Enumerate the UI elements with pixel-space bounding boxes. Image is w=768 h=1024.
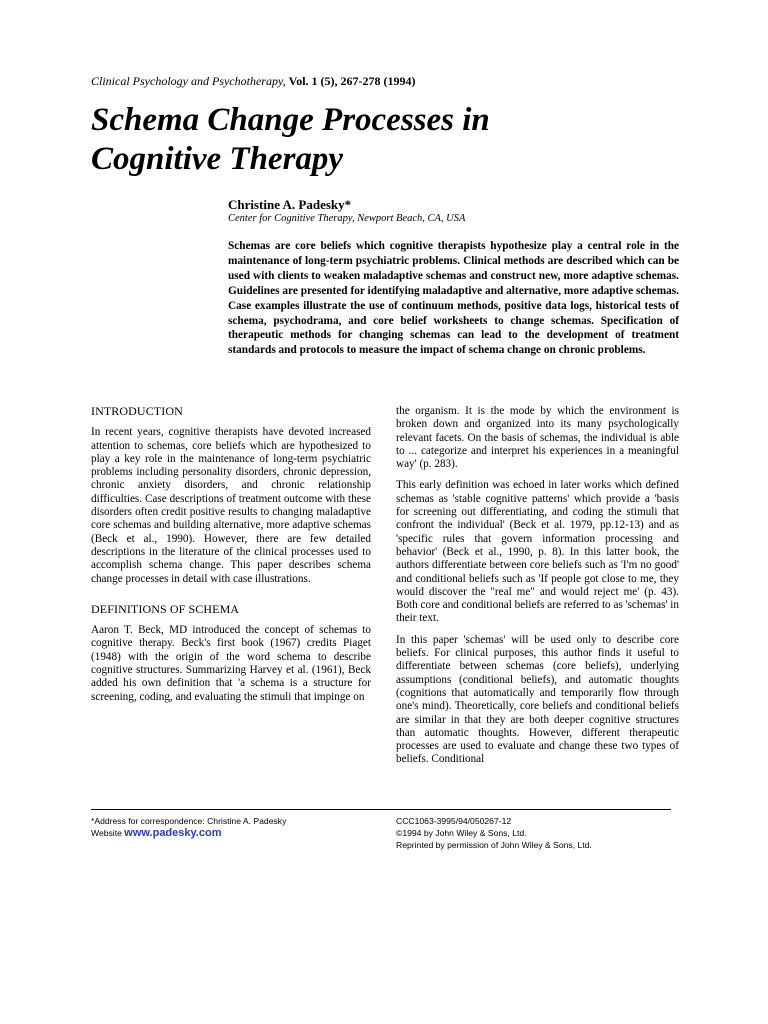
website-line: [91, 827, 286, 839]
paragraph: In this paper 'schemas' will be used only to describe core beliefs. For clinical purposes, this author finds it useful to differentiate between schemas (core beliefs), underlying assumptions (conditional beliefs), and automatic thoughts (cognitions that automatically and temporarily flow through one's mind). Theoretically, core beliefs and conditional beliefs are similar in that they are both deeper cognitive structures than automatic thoughts. However, different therapeutic processes are used to evaluate and change these two types of beliefs. Conditional: [396, 633, 679, 766]
journal-name: Clinical Psychology and Psychotherapy,: [91, 74, 286, 88]
volume-info: Vol. 1 (5), 267-278 (1994): [288, 74, 416, 88]
left-column: [91, 405, 371, 712]
author-name: Christine A. Padesky*: [228, 197, 352, 212]
article-code: CCC1063-3995/94/050267-12: [396, 816, 512, 826]
paragraph: In recent years, cognitive therapists have devoted increased attention to schemas, core beliefs which are hypothesized to play a key role in the maintenance of long-term psychiatric problems including personality disorders, chronic depression, chronic anxiety disorders, and chronic relationship difficulties. Case descriptions of treatment outcome with these disorders often credit positive results to changing maladaptive core schemas and building alternative, more adaptive schemas (Beck et al., 1990). However, there are few detailed descriptions in the literature of the clinical processes used to accomplish schema change. This paper describes schema change processes in detail with case illustrations.: [91, 426, 371, 585]
title-line-2: Cognitive Therapy: [91, 141, 344, 177]
copyright-notice: ©1994 by John Wiley & Sons, Ltd.: [396, 828, 527, 838]
paper-title: [91, 101, 490, 179]
author-affiliation: Center for Cognitive Therapy, Newport Beach, CA, USA: [228, 213, 466, 224]
title-line-1: Schema Change Processes in: [91, 102, 490, 138]
footer-copyright: [396, 815, 592, 851]
correspondence-address: *Address for correspondence: Christine A. Padesky: [91, 816, 287, 826]
paragraph: Aaron T. Beck, MD introduced the concept of schemas to cognitive therapy. Beck's first book (1967) credits Piaget (1948) with the origin of the word schema to describe cognitive structures. Summarizing Harvey et al. (1961), Beck added his own definition that 'a schema is a structure for screening, coding, and evaluating the stimuli that impinge on: [91, 624, 371, 703]
website-label: Website: [91, 828, 122, 838]
website-link[interactable]: www.padesky.com: [124, 827, 222, 839]
abstract: Schemas are core beliefs which cognitive therapists hypothesize play a central role in the maintenance of long-term psychiatric problems. Clinical methods are described which can be used with clients to weaken maladaptive schemas and construct new, more adaptive schemas. Guidelines are presented for identifying maladaptive and alternative, more adaptive schemas. Case examples illustrate the use of continuum methods, positive data logs, historical tests of schema, psychodrama, and core belief worksheets to change schemas. Specification of therapeutic methods for changing schemas can lead to the development of treatment standards and protocols to measure the impact of schema change on chronic problems.: [228, 240, 679, 357]
footer-divider: [91, 809, 671, 810]
paragraph: This early definition was echoed in later works which defined schemas as 'stable cognitive patterns' which provide a 'basis for screening out differentiating, and coding the stimuli that confront the individual' (Beck et al. 1979, pp.12-13) and as 'specific rules that govern information processing and behavior' (Beck et al., 1990, p. 8). In this latter book, the authors differentiate between core beliefs such as 'I'm no good' and conditional beliefs such as 'If people got close to me, they would discover the "real me" and would reject me' (p. 43). Both core and conditional beliefs are referred to as 'schemas' in their text.: [396, 479, 679, 625]
footer-correspondence: [91, 815, 286, 839]
right-column: [396, 405, 679, 775]
paragraph: the organism. It is the mode by which the environment is broken down and organized into its many psychologically relevant facets. On the basis of schemas, the individual is able to ... categorize and interpret his experiences in a meaningful way' (p. 283).: [396, 405, 679, 471]
section-heading-definitions: DEFINITIONS OF SCHEMA: [91, 601, 240, 616]
section-heading-introduction: INTRODUCTION: [91, 404, 183, 418]
reprint-notice: Reprinted by permission of John Wiley & Sons, Ltd.: [396, 840, 592, 850]
journal-citation: [91, 74, 416, 89]
